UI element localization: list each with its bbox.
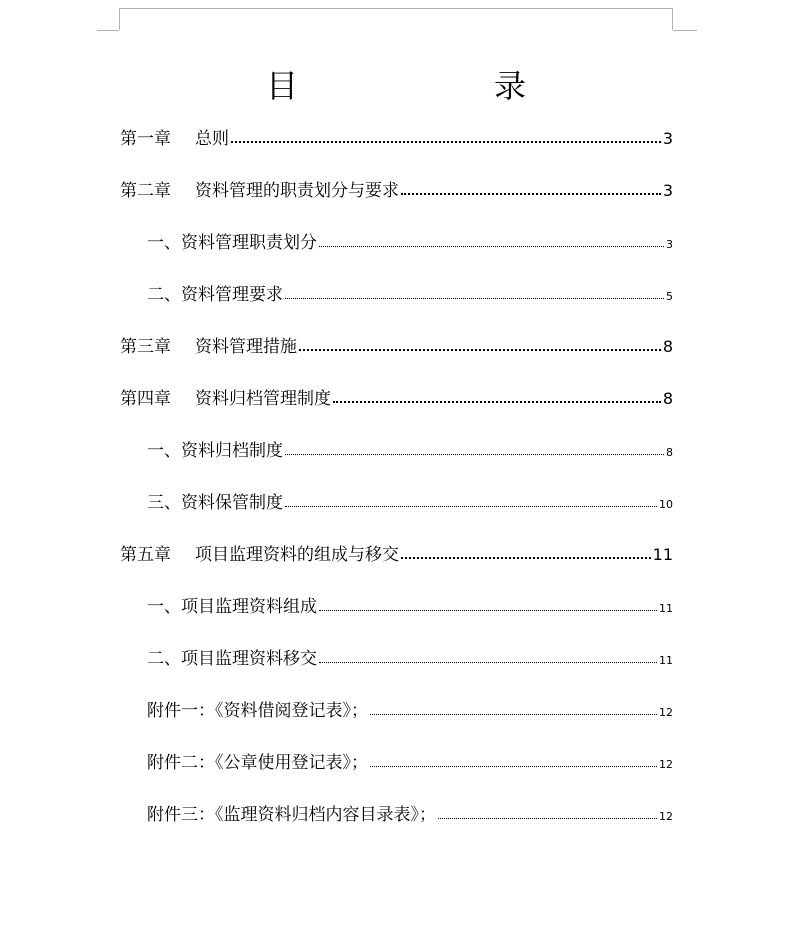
toc-entry-attachment[interactable]	[147, 751, 673, 777]
toc-page-number: 8	[662, 389, 673, 408]
toc-entry-section[interactable]	[147, 231, 673, 257]
toc-page-number: 12	[659, 810, 673, 823]
toc-title: 目 录	[265, 67, 570, 105]
toc-entry-text: 项目监理资料的组成与移交	[195, 545, 399, 565]
toc-chapter-label: 第四章	[120, 389, 171, 409]
toc-entry-text: 资料管理的职责划分与要求	[195, 181, 399, 201]
toc-entry-text: 二、资料管理要求	[147, 285, 283, 305]
toc-chapter-label: 第三章	[120, 337, 171, 357]
toc-dot-leader	[319, 610, 657, 611]
toc-entry-text: 一、项目监理资料组成	[147, 597, 317, 617]
toc-page-number: 5	[666, 290, 673, 303]
toc-page-number: 11	[659, 654, 673, 667]
toc-page-number: 3	[666, 238, 673, 251]
toc-entry-text: 资料归档管理制度	[195, 389, 331, 409]
toc-chapter-label: 第一章	[120, 129, 171, 149]
toc-page-number: 3	[662, 181, 673, 200]
toc-dot-leader	[285, 506, 657, 507]
toc-entry-section[interactable]	[147, 491, 673, 517]
toc-dot-leader	[285, 298, 664, 299]
toc-entry-text: 附件一：《资料借阅登记表》；	[147, 701, 368, 721]
toc-dot-leader	[401, 557, 651, 559]
toc-dot-leader	[370, 766, 657, 767]
toc-entry-chapter-2[interactable]	[120, 179, 673, 203]
toc-entry-section[interactable]	[147, 439, 673, 465]
toc-entry-text: 三、资料保管制度	[147, 493, 283, 513]
toc-entry-chapter-5[interactable]	[120, 543, 673, 567]
toc-dot-leader	[401, 193, 661, 195]
toc-entry-attachment[interactable]	[147, 803, 673, 829]
toc-page-number: 11	[652, 545, 673, 564]
toc-dot-leader	[299, 349, 661, 351]
toc-entry-section[interactable]	[147, 595, 673, 621]
toc-dot-leader	[285, 454, 664, 455]
toc-page-number: 12	[659, 758, 673, 771]
toc-entry-attachment[interactable]	[147, 699, 673, 725]
toc-entry-chapter-4[interactable]	[120, 387, 673, 411]
toc-entry-text: 一、资料归档制度	[147, 441, 283, 461]
toc-dot-leader	[231, 141, 661, 143]
toc-entry-section[interactable]	[147, 283, 673, 309]
toc-entry-section[interactable]	[147, 647, 673, 673]
toc-dot-leader	[333, 401, 661, 403]
toc-entry-text: 一、资料管理职责划分	[147, 233, 317, 253]
toc-entry-text: 二、项目监理资料移交	[147, 649, 317, 669]
toc-page-number: 8	[666, 446, 673, 459]
toc-page-number: 3	[662, 129, 673, 148]
toc-chapter-label: 第五章	[120, 545, 171, 565]
toc-page-number: 10	[659, 498, 673, 511]
toc-entry-text: 附件二：《公章使用登记表》；	[147, 753, 368, 773]
toc-page-number: 12	[659, 706, 673, 719]
toc-dot-leader	[438, 818, 657, 819]
toc-chapter-label: 第二章	[120, 181, 171, 201]
toc-entry-text: 总则	[195, 129, 229, 149]
toc-dot-leader	[319, 246, 664, 247]
toc-dot-leader	[370, 714, 657, 715]
toc-entry-chapter-1[interactable]	[120, 127, 673, 151]
toc-page-number: 8	[662, 337, 673, 356]
toc-entry-chapter-3[interactable]	[120, 335, 673, 359]
toc-entry-text: 附件三：《监理资料归档内容目录表》；	[147, 805, 436, 825]
toc-dot-leader	[319, 662, 657, 663]
toc-entry-text: 资料管理措施	[195, 337, 297, 357]
toc-page-number: 11	[659, 602, 673, 615]
